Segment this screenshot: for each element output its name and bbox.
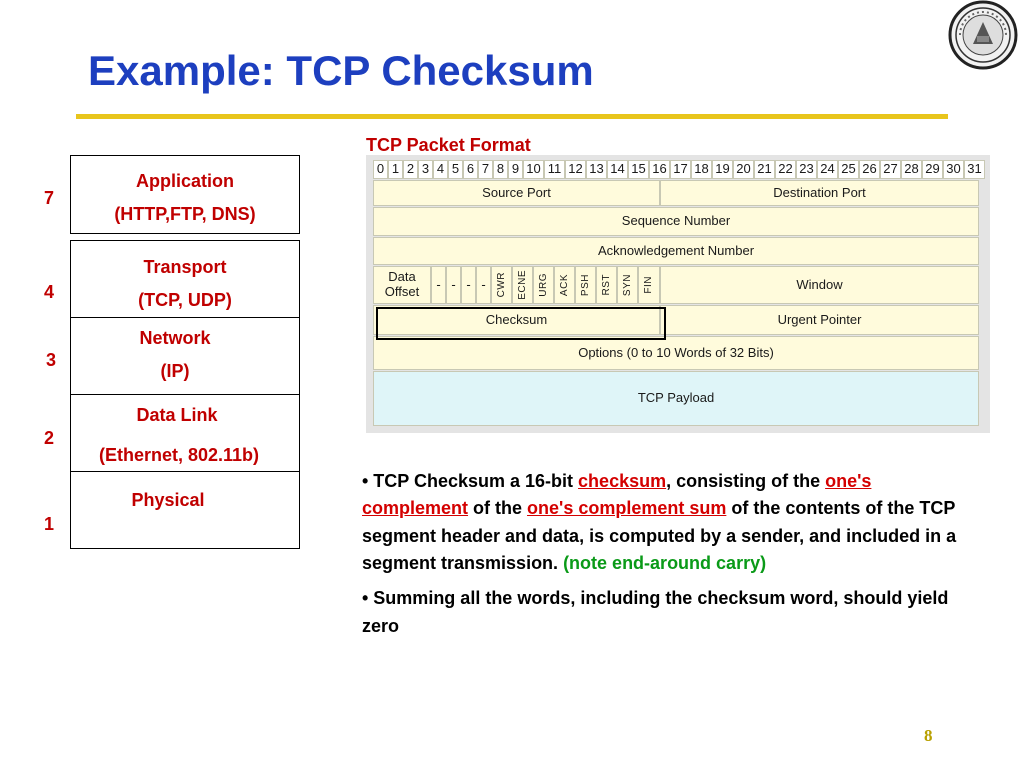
flag-urg-label: URG [537,273,549,297]
layer-box-data-link [70,394,300,472]
bit-index-26: 26 [859,160,880,179]
bit-index-2: 2 [403,160,418,179]
bit-index-12: 12 [565,160,586,179]
layer-protocols-application: (HTTP,FTP, DNS) [114,204,256,224]
layer-protocols-network: (IP) [160,361,190,381]
bullet-checksum-definition [362,468,972,577]
flag-psh [575,266,596,304]
bit-index-20: 20 [733,160,754,179]
page-number: 8 [924,726,933,745]
source-port-field: Source Port [373,180,660,206]
data-offset-line2: Offset [384,284,420,299]
layer-number-3: 3 [45,350,56,370]
flag-fin-label: FIN [643,276,655,294]
bit-index-0: 0 [373,160,388,179]
bit-index-10: 10 [523,160,544,179]
layer-number-4: 4 [43,282,54,302]
reserved-bit: - [461,266,476,304]
bit-index-24: 24 [817,160,838,179]
bit-index-17: 17 [670,160,691,179]
bullet1-text-prefix: • TCP Checksum a 16-bit [362,471,579,491]
bullet1-text-rest: of the contents of the TCP segment header and data, is computed by a sender, and included in a segment transmission. [362,498,957,574]
layer-name-network: Network [139,328,211,348]
urgent-pointer-field: Urgent Pointer [660,305,979,335]
layer-box-application [70,155,300,234]
destination-port-field: Destination Port [660,180,979,206]
bit-index-22: 22 [775,160,796,179]
bit-index-15: 15 [628,160,649,179]
layer-name-transport: Transport [143,257,227,277]
data-offset-line1: Data [388,269,416,285]
reserved-bit: - [431,266,446,304]
sequence-number-field: Sequence Number [373,207,979,236]
bit-index-28: 28 [901,160,922,179]
ack-number-field: Acknowledgement Number [373,237,979,265]
layer-name-application: Application [136,171,234,191]
checksum-highlight-box [376,307,666,340]
flag-rst-label: RST [600,274,612,296]
bullet1-text-mid2: of the [468,498,528,519]
layer-box-network [70,317,300,395]
flag-syn [617,266,638,304]
bit-index-9: 9 [508,160,523,179]
bit-index-11: 11 [544,160,565,179]
flag-syn-label: SYN [621,273,633,297]
bit-index-25: 25 [838,160,859,179]
flag-ack [554,266,575,304]
bit-index-19: 19 [712,160,733,179]
slide-title: Example: TCP Checksum [88,47,594,94]
bit-index-4: 4 [433,160,448,179]
layer-box-physical [70,471,300,549]
title-divider [76,114,948,119]
reserved-bit: - [476,266,491,304]
bit-index-16: 16 [649,160,670,179]
flag-fin [638,266,660,304]
checksum-field: Checksum [373,305,660,335]
data-offset-field [373,266,431,304]
layer-protocols-data-link: (Ethernet, 802.11b) [98,445,260,465]
bit-index-3: 3 [418,160,433,179]
bit-index-13: 13 [586,160,607,179]
bullet-summing-zero: • Summing all the words, including the checksum word, should yield zero [362,588,949,636]
bit-index-31: 31 [964,160,985,179]
options-field: Options (0 to 10 Words of 32 Bits) [373,336,979,370]
reserved-bit: - [446,266,461,304]
bit-index-29: 29 [922,160,943,179]
bit-index-30: 30 [943,160,964,179]
bit-index-14: 14 [607,160,628,179]
end-around-carry-note: (note end-around carry) [563,553,767,574]
flag-rst [596,266,617,304]
flag-ack-label: ACK [558,273,570,297]
flag-cwr [491,266,512,304]
flag-ecne-label: ECNE [516,270,528,300]
ones-complement-link[interactable]: one's complement [362,471,872,519]
flag-psh-label: PSH [579,273,591,297]
packet-format-title: TCP Packet Format [366,135,531,155]
layer-number-7: 7 [43,188,54,208]
bit-index-5: 5 [448,160,463,179]
bit-index-27: 27 [880,160,901,179]
layer-name-physical: Physical [131,490,205,510]
explanation-bullets [362,468,972,648]
flag-ecne [512,266,533,304]
window-field: Window [660,266,979,304]
bullet1-text-mid1: , consisting of the [666,471,826,491]
bit-index-21: 21 [754,160,775,179]
ones-complement-sum-link[interactable]: one's complement sum [527,498,727,519]
layer-number-2: 2 [43,428,54,448]
bit-index-18: 18 [691,160,712,179]
checksum-link[interactable]: checksum [578,471,667,491]
tcp-payload-field: TCP Payload [373,371,979,426]
layer-name-data-link: Data Link [136,405,218,425]
layer-protocols-transport: (TCP, UDP) [138,290,232,310]
university-seal-icon [946,0,1020,70]
flag-cwr-label: CWR [495,272,507,298]
bit-index-23: 23 [796,160,817,179]
layer-box-transport [70,240,300,318]
bit-index-1: 1 [388,160,403,179]
bit-index-6: 6 [463,160,478,179]
bit-index-7: 7 [478,160,493,179]
bit-index-8: 8 [493,160,508,179]
layer-number-1: 1 [43,514,54,534]
flag-urg [533,266,554,304]
